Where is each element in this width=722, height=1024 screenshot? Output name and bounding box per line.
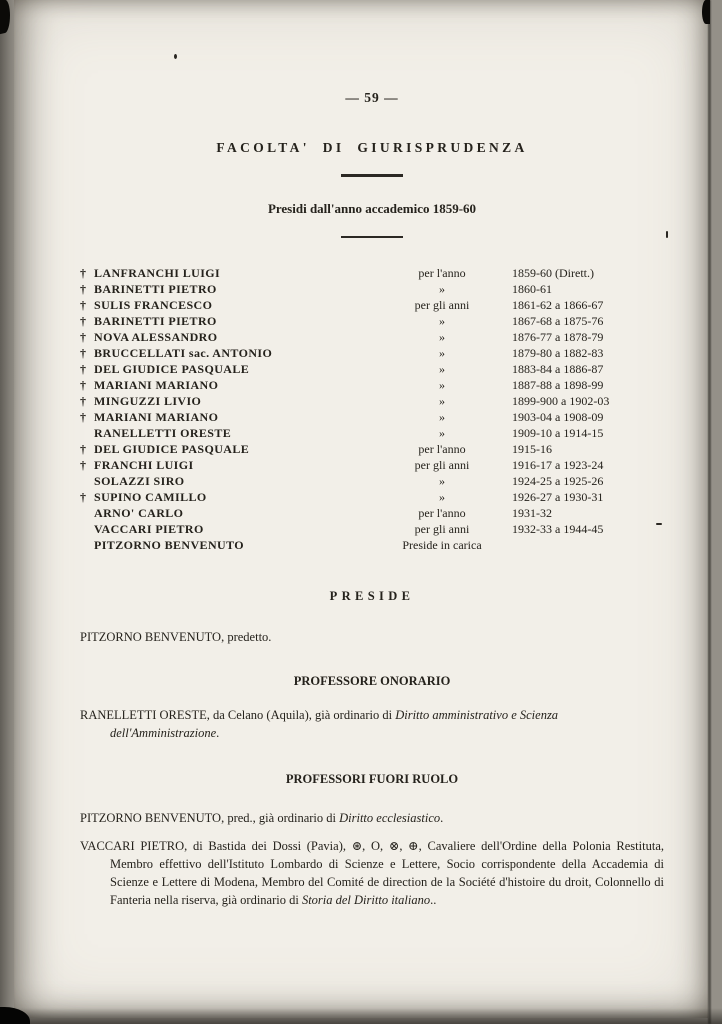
preside-name: FRANCHI LUIGI [94,458,194,472]
preside-name: BARINETTI PIETRO [94,282,217,296]
presidi-row [80,265,664,281]
presidi-row [80,425,664,441]
deceased-dagger-mark: † [80,378,86,392]
period-label: » [439,490,445,504]
presidi-row [80,361,664,377]
preside-name: DEL GIUDICE PASQUALE [94,362,250,376]
period-label: » [439,362,445,376]
vaccari-entry [80,837,664,909]
presidi-row [80,505,664,521]
presidi-row [80,297,664,313]
period-label: per gli anni [414,522,470,536]
preside-name: RANELLETTI ORESTE [94,426,232,440]
period-label: » [439,282,445,296]
years-range: 1932-33 a 1944-45 [512,522,604,536]
period-label: » [439,330,445,344]
preside-name: SULIS FRANCESCO [94,298,213,312]
years-range: 1861-62 a 1866-67 [512,298,604,312]
period-label: per gli anni [414,458,470,472]
scan-smudge [0,0,9,28]
pitzorno-fuori-ruolo-entry [80,809,664,827]
period-label: per l'anno [418,442,466,456]
years-range: 1859-60 (Dirett.) [512,266,594,280]
presidi-subtitle: Presidi dall'anno accademico 1859-60 [267,200,477,216]
divider-rule [341,236,403,239]
deceased-dagger-mark: † [80,458,86,472]
scan-right-edge-line [708,0,711,1024]
years-range: 1926-27 a 1930-31 [512,490,604,504]
preside-name: BRUCCELLATI sac. ANTONIO [94,346,273,360]
years-range: 1867-68 a 1875-76 [512,314,604,328]
years-range: 1916-17 a 1923-24 [512,458,604,472]
years-range: 1899-900 a 1902-03 [512,394,610,408]
professori-fuori-ruolo-heading: PROFESSORI FUORI RUOLO [285,772,459,786]
years-range: 1903-04 a 1908-09 [512,410,604,424]
preside-name: ARNO' CARLO [94,506,184,520]
presidi-row [80,313,664,329]
pitzorno-tail: . [440,811,444,825]
years-range: 1915-16 [512,442,552,456]
preside-name: VACCARI PIETRO [94,522,204,536]
ranelletti-tail: . [216,726,220,740]
deceased-dagger-mark: † [80,490,86,504]
preside-name: SOLAZZI SIRO [94,474,185,488]
vaccari-text: VACCARI PIETRO, di Bastida dei Dossi (Pavia), ⊛, O, ⊗, ⊕, Cavaliere dell'Ordine della Polonia Restituta, Membro effettivo dell'Istituto Lombardo di Scienze e Lettere, Socio corrispondente della Accademia di Scienze e Lettere di Modena, Membro del Comité de direction de la Société d'histoire du droit, Colonnello di Fanteria nella riserva, già ordinario di [80,839,664,907]
deceased-dagger-mark: † [80,282,86,296]
period-label: » [439,314,445,328]
ranelletti-entry [80,706,664,742]
presidi-row [80,329,664,345]
presidi-row [80,281,664,297]
presidi-row [80,473,664,489]
preside-name: LANFRANCHI LUIGI [94,266,221,280]
deceased-dagger-mark: † [80,298,86,312]
deceased-dagger-mark [80,473,94,489]
period-label: » [439,378,445,392]
ink-speck [656,523,662,525]
deceased-dagger-mark [80,521,94,537]
scan-smudge [703,0,709,15]
ranelletti-subject-italic: Diritto amministrativo e Scienza dell'Amministrazione [110,708,559,740]
period-label: » [439,474,445,488]
years-range: 1883-84 a 1886-87 [512,362,604,376]
years-range: 1924-25 a 1925-26 [512,474,604,488]
preside-name: PITZORNO BENVENUTO [94,538,245,552]
deceased-dagger-mark: † [80,330,86,344]
page-content [14,90,708,909]
pitzorno-text: PITZORNO BENVENUTO, pred., già ordinario di [80,811,340,825]
preside-heading: PRESIDE [329,589,415,603]
years-range: 1931-32 [512,506,552,520]
years-range: 1909-10 a 1914-15 [512,426,604,440]
years-range: 1879-80 a 1882-83 [512,346,604,360]
vaccari-tail: .. [430,893,437,907]
scan-bottom-shadow [0,1008,722,1024]
deceased-dagger-mark [80,425,94,441]
ink-speck [666,231,668,238]
presidi-row [80,409,664,425]
period-label: » [439,410,445,424]
preside-entry: PITZORNO BENVENUTO, predetto. [80,630,272,644]
vaccari-subject-italic: Storia del Diritto italiano [301,893,431,907]
preside-name: BARINETTI PIETRO [94,314,217,328]
presidi-row [80,489,664,505]
presidi-row [80,537,664,553]
years-range: 1887-88 a 1898-99 [512,378,604,392]
presidi-row [80,521,664,537]
deceased-dagger-mark: † [80,394,86,408]
scan-left-shadow [0,0,16,1024]
period-label: per l'anno [418,506,466,520]
years-range: 1860-61 [512,282,552,296]
years-range [512,537,664,553]
preside-name: MARIANI MARIANO [94,378,219,392]
years-range: 1876-77 a 1878-79 [512,330,604,344]
period-label: per gli anni [414,298,470,312]
faculty-title: FACOLTA' DI GIURISPRUDENZA [216,140,528,155]
period-label: Preside in carica [402,538,482,552]
period-label: » [439,426,445,440]
presidi-list [80,265,664,553]
deceased-dagger-mark: † [80,442,86,456]
preside-name: NOVA ALESSANDRO [94,330,218,344]
period-label: per l'anno [418,266,466,280]
deceased-dagger-mark: † [80,410,86,424]
deceased-dagger-mark [80,505,94,521]
preside-name: DEL GIUDICE PASQUALE [94,442,250,456]
deceased-dagger-mark: † [80,314,86,328]
period-label: » [439,394,445,408]
presidi-row [80,393,664,409]
presidi-row [80,377,664,393]
deceased-dagger-mark: † [80,362,86,376]
preside-name: MARIANI MARIANO [94,410,219,424]
deceased-dagger-mark: † [80,346,86,360]
presidi-row [80,345,664,361]
presidi-row [80,457,664,473]
presidi-row [80,441,664,457]
preside-name: SUPINO CAMILLO [94,490,207,504]
deceased-dagger-mark [80,537,94,553]
professore-onorario-heading: PROFESSORE ONORARIO [293,674,451,688]
deceased-dagger-mark: † [80,266,86,280]
page-number: — 59 — [345,90,399,105]
preside-name: MINGUZZI LIVIO [94,394,202,408]
period-label: » [439,346,445,360]
ranelletti-text: RANELLETTI ORESTE, da Celano (Aquila), già ordinario di [80,708,396,722]
pitzorno-subject-italic: Diritto ecclesiastico [339,811,441,825]
document-page [14,0,708,1018]
ink-speck [174,54,177,59]
divider-rule [341,174,403,177]
